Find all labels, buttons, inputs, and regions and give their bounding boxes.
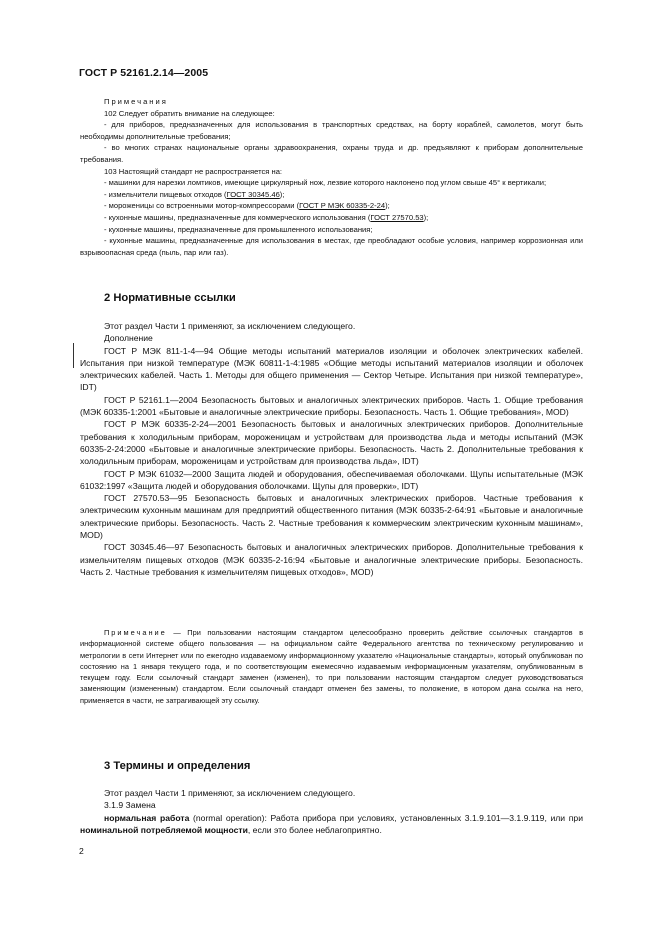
section-2-note <box>80 627 583 706</box>
note-102-intro: 102 Следует обратить внимание на следующее: <box>104 108 275 118</box>
section-3-heading: 3 Термины и определения <box>104 760 251 772</box>
section-2-heading: 2 Нормативные ссылки <box>104 292 236 304</box>
reference-entry: ГОСТ Р 52161.1—2004 Безопасность бытовых и аналогичных электрических приборов. Часть 1. Общие требования (МЭК 60335-1:2001 «Бытовые и аналогичные электрические приборы. Безопасность. Часть 1. Общие требования», MOD) <box>80 394 583 418</box>
margin-change-bar <box>73 343 74 368</box>
section-2-note-text: Примечание — При пользовании настоящим стандартом целесообразно проверить действие ссылочных стандартов в информационной системе общего пользования — на официальном сайте Федерального агентства по техническому регулированию и метрологии в сети Интернет или по ежегодно издаваемому информационному указателю «Национальные стандарты», который опубликован по состоянию на 1 января текущего года, и по соответствующим ежемесячно издаваемым информационным указателям, опубликованным в текущем году. Если ссылочный стандарт заменен (изменен), то при пользовании настоящим стандартом следует руководствоваться заменяющим (измененным) стандартом. Если ссылочный стандарт отменен без замены, то положение, в котором дана ссылка на него, применяется в части, не затрагивающей эту ссылку. <box>80 628 583 705</box>
note-103-item: - измельчители пищевых отходов (ГОСТ 30345.46); <box>104 189 285 199</box>
ref-link-gost-r-mek-60335-2-24[interactable]: ГОСТ Р МЭК 60335-2-24 <box>299 201 386 211</box>
note-103-intro: 103 Настоящий стандарт не распространяется на: <box>104 166 283 176</box>
ref-link-gost-27570-53[interactable]: ГОСТ 27570.53 <box>370 212 424 222</box>
note-102-item: - во многих странах национальные органы здравоохранения, охраны труда и др. предъявляют к приборам дополнительные требования. <box>80 143 583 164</box>
reference-entry: ГОСТ Р МЭК 61032—2000 Защита людей и оборудования, обеспечиваемая оболочками. Щупы испытательные (МЭК 61032:1997 «Защита людей и оборудования оболочками. Щупы для проверки», IDT) <box>80 468 583 491</box>
page-number: 2 <box>79 846 84 856</box>
reference-entry: ГОСТ 27570.53—95 Безопасность бытовых и аналогичных электрических приборов. Частные требования к электрическим кухонным машинам для предприятий общественного питания (МЭК 60335-2-64:91 «Бытовые и аналогичные электрические приборы. Безопасность. Часть 2. Частные требования к коммерческим электрическим кухонным машинам», MOD) <box>80 493 583 541</box>
section-2-body <box>80 320 583 578</box>
reference-entry: ГОСТ Р МЭК 60335-2-24—2001 Безопасность бытовых и аналогичных электрических приборов. Дополнительные требования к холодильным приборам, мороженицам и устройствам для производства льда и методы испытаний (МЭК 60335-2-24:2000 «Бытовые и аналогичные электрические приборы. Безопасность. Часть 2. Дополнительные требования к холодильным приборам, мороженицам и устройствам для производства льда», IDT) <box>80 419 583 467</box>
notes-title: Примечания <box>104 97 168 106</box>
section-3-body <box>80 787 583 836</box>
section-3-intro: Этот раздел Части 1 применяют, за исключением следующего. <box>104 788 356 798</box>
note-102-item: - для приборов, предназначенных для использования в транспортных средствах, на борту кораблей, самолетов, могут быть необходимы дополнительные требования; <box>80 120 583 141</box>
document-header: ГОСТ Р 52161.2.14—2005 <box>79 67 209 79</box>
notes-block <box>80 96 583 258</box>
section-2-intro: Этот раздел Части 1 применяют, за исключением следующего. <box>104 321 356 331</box>
ref-link-gost-30345-46[interactable]: ГОСТ 30345.46 <box>226 189 280 199</box>
note-103-item: - машинки для нарезки ломтиков, имеющие циркулярный нож, лезвие которого наклонено под углом свыше 45° к вертикали; <box>104 178 547 188</box>
section-3-clause: 3.1.9 Замена <box>104 800 156 811</box>
note-label: Примечание <box>104 628 167 637</box>
reference-entry: ГОСТ 30345.46—97 Безопасность бытовых и аналогичных электрических приборов. Дополнительные требования к измельчителям пищевых отходов (МЭК 60335-2-16:94 «Бытовые и аналогичные электрические приборы. Безопасность. Часть 2. Частные требования к измельчителям пищевых отходов», MOD) <box>80 542 583 577</box>
reference-entry: ГОСТ Р МЭК 811-1-4—94 Общие методы испытаний материалов изоляции и оболочек электрических кабелей. Испытания при низкой температуре (МЭК 60811-1-4:1985 «Общие методы испытаний материалов изоляции и оболочек электрических кабелей. Часть 1. Методы для общего применения — Сектор Четыре. Испытания при низкой температуре», IDT) <box>80 345 583 393</box>
section-3-definition: нормальная работа (normal operation): Работа прибора при условиях, установленных 3.1.9.101—3.1.9.119, или при номинальной потребляемой мощности, если это более неблагоприятно. <box>80 812 584 835</box>
note-103-item: - кухонные машины, предназначенные для коммерческого использования (ГОСТ 27570.53); <box>104 212 429 222</box>
term-normal-operation: нормальная работа <box>104 812 190 823</box>
section-2-addition: Дополнение <box>104 333 153 344</box>
note-103-item: - кухонные машины, предназначенные для промышленного использования; <box>104 224 373 234</box>
note-103-item: - мороженицы со встроенными мотор-компрессорами (ГОСТ Р МЭК 60335-2-24); <box>104 201 390 211</box>
note-103-item: - кухонные машины, предназначенные для использования в местах, где преобладают особые условия, например коррозионная или взрывоопасная среда (пыль, пар или газ). <box>80 236 583 257</box>
term-rated-power-input: номинальной потребляемой мощности <box>80 824 248 835</box>
